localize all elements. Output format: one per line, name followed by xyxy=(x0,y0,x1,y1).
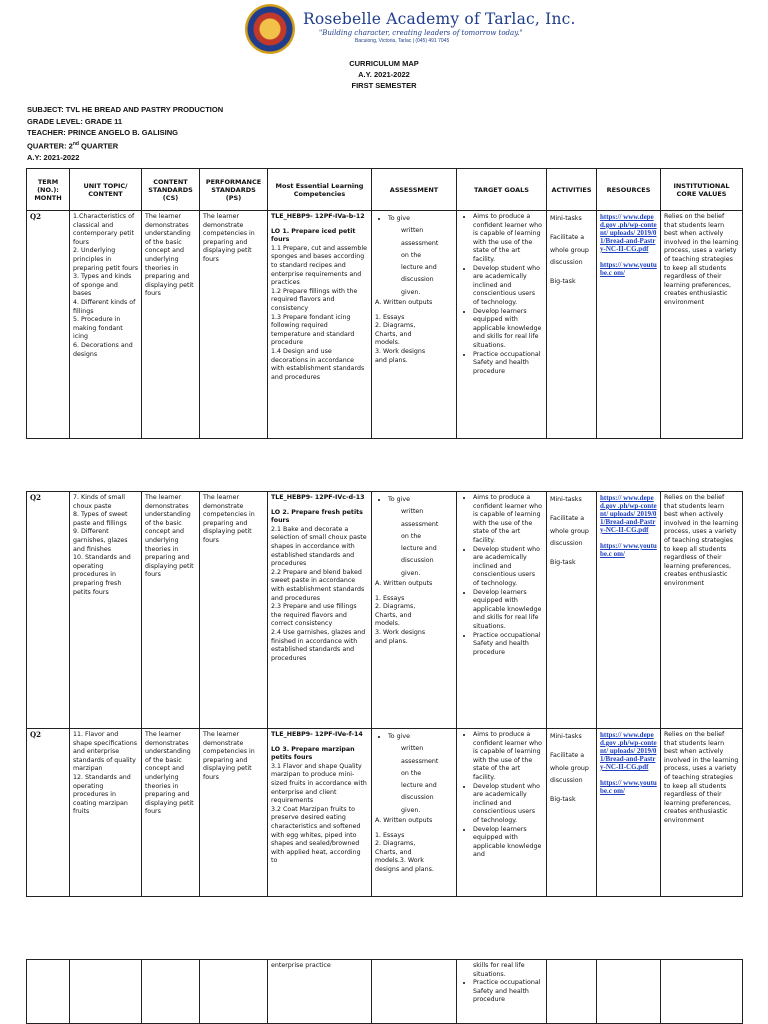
activities-cell xyxy=(547,211,597,439)
resources-cell xyxy=(597,492,661,729)
assessment-item: Charts, and xyxy=(375,330,412,338)
bullet-list xyxy=(460,731,543,860)
assessment-cell xyxy=(372,492,457,729)
table-row-continuation xyxy=(27,960,743,1024)
list-item: skills for real life situations. xyxy=(473,962,525,978)
goals-cell xyxy=(457,492,547,729)
bullet-list xyxy=(460,494,543,657)
assessment-cell xyxy=(372,960,457,1024)
competency-code: TLE_HEBP9- 12PF-IVe-f-14 xyxy=(271,731,363,738)
ps-cell: The learner demonstrate competencies in preparing and displaying petit fours xyxy=(200,492,268,729)
assessment-item: 3. Work designs xyxy=(375,348,426,356)
resources-cell xyxy=(597,729,661,897)
document-title xyxy=(0,58,768,91)
bullet-list xyxy=(460,213,543,376)
assessment-text: discussion xyxy=(401,276,434,284)
written-outputs-label: A. Written outputs xyxy=(375,580,433,588)
col-ps: PERFORMANCE STANDARDS (PS) xyxy=(200,169,268,211)
activity-item: Mini-tasks xyxy=(550,496,582,503)
assessment-text: given. xyxy=(401,569,421,577)
unit-cell: 11. Flavor and shape specifications and enterprise standards of quality marzipan 12. Standards and operating procedures in coating marzipan fruits xyxy=(70,729,142,897)
list-item xyxy=(388,494,453,580)
title-line-1: CURRICULUM MAP xyxy=(349,59,419,68)
term-cell: Q2 xyxy=(27,492,70,729)
list-item: • Develop learners equipped with applicable knowledge and xyxy=(473,826,543,860)
table-row xyxy=(27,729,743,897)
col-cs: CONTENT STANDARDS (CS) xyxy=(142,169,200,211)
assessment-item: designs and plans. xyxy=(375,866,434,874)
quarter-line: QUARTER: 2nd QUARTER xyxy=(27,140,119,150)
melc-cell xyxy=(268,729,372,897)
assessment-text: on the xyxy=(401,769,422,777)
assessment-text: lecture and xyxy=(401,782,437,790)
assessment-text: given. xyxy=(401,288,421,296)
assessment-item: and plans. xyxy=(375,356,408,364)
assessment-text: lecture and xyxy=(401,264,437,272)
term-cell xyxy=(27,960,70,1024)
school-seal-logo xyxy=(245,4,295,54)
ps-cell: The learner demonstrate competencies in preparing and displaying petit fours xyxy=(200,211,268,439)
bullet-list xyxy=(460,962,543,1005)
cs-cell: The learner demonstrates understanding of the basic concept and underlying theories in preparing and displaying petit fours xyxy=(142,729,200,897)
melc-cell xyxy=(268,492,372,729)
document-meta xyxy=(27,104,223,163)
lo-title: LO 2. Prepare fresh petits fours xyxy=(271,508,363,525)
ps-cell: The learner demonstrate competencies in preparing and displaying petit fours xyxy=(200,729,268,897)
ay-line: A.Y: 2021-2022 xyxy=(27,152,80,162)
assessment-text: given. xyxy=(401,806,421,814)
curriculum-table-1 xyxy=(26,168,743,439)
activity-item: Mini-tasks xyxy=(550,215,582,222)
cs-cell: The learner demonstrates understanding of the basic concept and underlying theories in preparing and displaying petit fours xyxy=(142,211,200,439)
curriculum-table-3 xyxy=(26,959,743,1024)
resource-link-deped[interactable]: https:// www.deped.gov .ph/wp-content/ uploads/ 2019/01/Bread-and-Pastry-NC-II-CG.pdf xyxy=(600,731,657,771)
competency-list: 2.1 Bake and decorate a selection of small choux paste shapes in accordance with established standards and procedures 2.2 Prepare and blend baked sweet paste in accordance with establishment standards and procedures 2.3 Prepare and use fillings the required flavors and correct consistency 2.4 Use garnishes, glazes and finished in accordance with established standards and procedures xyxy=(271,525,367,662)
list-item: • Develop student who are academically inclined and conscientious users of technology. xyxy=(473,546,543,589)
assessment-item: 2. Diagrams, xyxy=(375,603,416,611)
col-term: TERM (NO.): MONTH xyxy=(27,169,70,211)
lo-title: LO 3. Prepare marzipan petits fours xyxy=(271,745,355,762)
core-values-cell: Relies on the belief that students learn best when actively involved in the learning process, uses a variety of teaching strategies to keep all students regardless of their learning preferences, creates enthusiastic environment xyxy=(661,729,743,897)
header-row xyxy=(27,169,743,211)
assessment-cell xyxy=(372,729,457,897)
col-values: INSTITUTIONAL CORE VALUES xyxy=(661,169,743,211)
assessment-cell xyxy=(372,211,457,439)
assessment-item: models. xyxy=(375,339,400,347)
assessment-text: assessment xyxy=(401,757,439,765)
assessment-bullets xyxy=(375,494,453,580)
unit-cell: 1.Characteristics of classical and contemporary petit fours 2. Underlying principles in preparing petit fours 3. Types and kinds of sponge and bases 4. Different kinds of fillings 5. Procedure in making fondant icing 6. Decorations and designs xyxy=(70,211,142,439)
school-name: Rosebelle Academy of Tarlac, Inc. xyxy=(303,10,576,28)
list-item xyxy=(388,731,453,817)
core-values-cell: Relies on the belief that students learn best when actively involved in the learning process, uses a variety of teaching strategies to keep all students regardless of their learning preferences, creates enthusiastic environment xyxy=(661,211,743,439)
written-outputs-label: A. Written outputs xyxy=(375,299,433,307)
goals-cell xyxy=(457,211,547,439)
school-address: Bacuiong, Victoria, Tarlac | (045) 491 7045 xyxy=(355,38,450,44)
assessment-text: discussion xyxy=(401,794,434,802)
assessment-item: 1. Essays xyxy=(375,594,405,602)
assessment-bullets xyxy=(375,213,453,299)
activity-item: Facilitate a whole group discussion xyxy=(550,515,589,547)
activity-item: Big-task xyxy=(550,559,576,567)
assessment-item: and plans. xyxy=(375,637,408,645)
core-values-cell: Relies on the belief that students learn best when actively involved in the learning process, uses a variety of teaching strategies to keep all students regardless of their learning preferences, creates enthusiastic environment xyxy=(661,492,743,729)
resource-link-deped[interactable]: https:// www.deped.gov .ph/wp-content/ uploads/ 2019/01/Bread-and-Pastry-NC-II-CG.pdf xyxy=(600,213,657,253)
melc-cell xyxy=(268,211,372,439)
assessment-items xyxy=(375,314,453,366)
col-unit: UNIT TOPIC/ CONTENT xyxy=(70,169,142,211)
list-item: • Develop student who are academically inclined and conscientious users of technology. xyxy=(473,783,543,826)
table-row xyxy=(27,492,743,729)
activities-cell xyxy=(547,492,597,729)
table-row xyxy=(27,211,743,439)
assessment-items xyxy=(375,832,453,875)
assessment-item: 2. Diagrams, xyxy=(375,840,416,848)
assessment-text: on the xyxy=(401,251,422,259)
assessment-text: written xyxy=(401,227,424,235)
goals-cell xyxy=(457,960,547,1024)
unit-cell xyxy=(70,960,142,1024)
school-motto: "Building character, creating leaders of tomorrow today." xyxy=(319,29,523,37)
assessment-items xyxy=(375,595,453,647)
assessment-bullets xyxy=(375,731,453,817)
ps-cell xyxy=(200,960,268,1024)
activity-item: Big-task xyxy=(550,796,576,804)
assessment-text: written xyxy=(401,508,424,516)
assessment-text: lecture and xyxy=(401,545,437,553)
competency-list: 3.1 Flavor and shape Quality marzipan to produce mini-sized fruits in accordance with enterprise and client requirements 3.2 Coat Marzipan fruits to preserve desired eating characteristics and softened with egg whites, piped into shapes and sealed/browned with applied heat, according to xyxy=(271,762,367,865)
assessment-text: discussion xyxy=(401,557,434,565)
resources-cell xyxy=(597,960,661,1024)
title-line-3: FIRST SEMESTER xyxy=(351,81,417,90)
term-cell: Q2 xyxy=(27,211,70,439)
assessment-item: models.3. Work xyxy=(375,857,424,865)
list-item: • Aims to produce a confident learner who is capable of learning with the use of the state of the art facility. xyxy=(473,213,543,265)
resource-link-youtube[interactable]: https:// www.youtube.c om/ xyxy=(600,542,657,558)
activity-item: Facilitate a whole group discussion xyxy=(550,234,589,266)
list-item: • Develop learners equipped with applicable knowledge and skills for real life situations. xyxy=(473,308,543,351)
assessment-item: 3. Work designs xyxy=(375,629,426,637)
teacher-line: TEACHER: PRINCE ANGELO B. GALISING xyxy=(27,128,178,137)
cs-cell xyxy=(142,960,200,1024)
title-line-2: A.Y. 2021-2022 xyxy=(358,70,410,79)
list-item: • Practice occupational Safety and health procedure xyxy=(473,351,543,377)
resource-link-youtube[interactable]: https:// www.youtube.c om/ xyxy=(600,261,657,277)
competency-list: 1.1 Prepare, cut and assemble sponges and bases according to standard recipes and enterprise requirements and practices 1.2 Prepare fillings with the required flavors and consistency 1.3 Prepare fondant icing following required temperature and standard procedure 1.4 Design and use decorations in accordance with establishment standards and procedures xyxy=(271,244,368,381)
assessment-item: 1. Essays xyxy=(375,313,405,321)
resource-link-youtube[interactable]: https:// www.youtube.c om/ xyxy=(600,779,657,795)
assessment-text: • To give xyxy=(388,496,410,503)
subject-line: SUBJECT: TVL HE BREAD AND PASTRY PRODUCTION xyxy=(27,105,224,114)
list-item: • Practice occupational Safety and health procedure xyxy=(473,632,543,658)
activity-item: Big-task xyxy=(550,278,576,286)
activities-cell xyxy=(547,729,597,897)
term-cell: Q2 xyxy=(27,729,70,897)
resource-link-deped[interactable]: https:// www.deped.gov .ph/wp-content/ uploads/ 2019/01/Bread-and-Pastry-NC-II-CG.pdf xyxy=(600,494,657,534)
list-item: • Aims to produce a confident learner who is capable of learning with the use of the state of the art facility. xyxy=(473,731,543,783)
assessment-item: 1. Essays xyxy=(375,831,405,839)
competency-code: TLE_HEBP9- 12PF-IVc-d-13 xyxy=(271,494,365,501)
letterhead xyxy=(245,4,575,56)
list-item: • Practice occupational Safety and health procedure xyxy=(473,979,543,1005)
unit-cell: 7. Kinds of small choux paste 8. Types of sweet paste and fillings 9. Different garnishes, glazes and finishes 10. Standards and operating procedures in preparing fresh petits fours xyxy=(70,492,142,729)
list-item: • Develop student who are academically inclined and conscientious users of technology. xyxy=(473,265,543,308)
assessment-item: Charts, and xyxy=(375,611,412,619)
competency-code: TLE_HEBP9- 12PF-IVa-b-12 xyxy=(271,213,365,220)
assessment-item: Charts, and xyxy=(375,848,412,856)
curriculum-table-2 xyxy=(26,491,743,897)
list-item: • Aims to produce a confident learner who is capable of learning with the use of the state of the art facility. xyxy=(473,494,543,546)
written-outputs-label: A. Written outputs xyxy=(375,817,433,825)
col-resources: RESOURCES xyxy=(597,169,661,211)
lo-title: LO 1. Prepare iced petit fours xyxy=(271,227,356,244)
list-item: • Develop learners equipped with applicable knowledge and skills for real life situations. xyxy=(473,589,543,632)
assessment-item: models. xyxy=(375,620,400,628)
activity-item: Facilitate a whole group discussion xyxy=(550,752,589,784)
assessment-text: on the xyxy=(401,532,422,540)
resources-cell xyxy=(597,211,661,439)
cs-cell: The learner demonstrates understanding of the basic concept and underlying theories in preparing and displaying petit fours xyxy=(142,492,200,729)
core-values-cell xyxy=(661,960,743,1024)
assessment-item: 2. Diagrams, xyxy=(375,322,416,330)
activities-cell xyxy=(547,960,597,1024)
melc-cell: enterprise practice xyxy=(268,960,372,1024)
col-assessment: ASSESSMENT xyxy=(372,169,457,211)
col-goals: TARGET GOALS xyxy=(457,169,547,211)
assessment-text: • To give xyxy=(388,215,410,222)
assessment-text: assessment xyxy=(401,520,439,528)
activity-item: Mini-tasks xyxy=(550,733,582,740)
col-melc: Most Essential Learning Competencies xyxy=(268,169,372,211)
goals-cell xyxy=(457,729,547,897)
list-item xyxy=(388,213,453,299)
col-activities: ACTIVITIES xyxy=(547,169,597,211)
assessment-text: written xyxy=(401,745,424,753)
grade-line: GRADE LEVEL: GRADE 11 xyxy=(27,116,123,126)
assessment-text: assessment xyxy=(401,239,439,247)
assessment-text: • To give xyxy=(388,733,410,740)
